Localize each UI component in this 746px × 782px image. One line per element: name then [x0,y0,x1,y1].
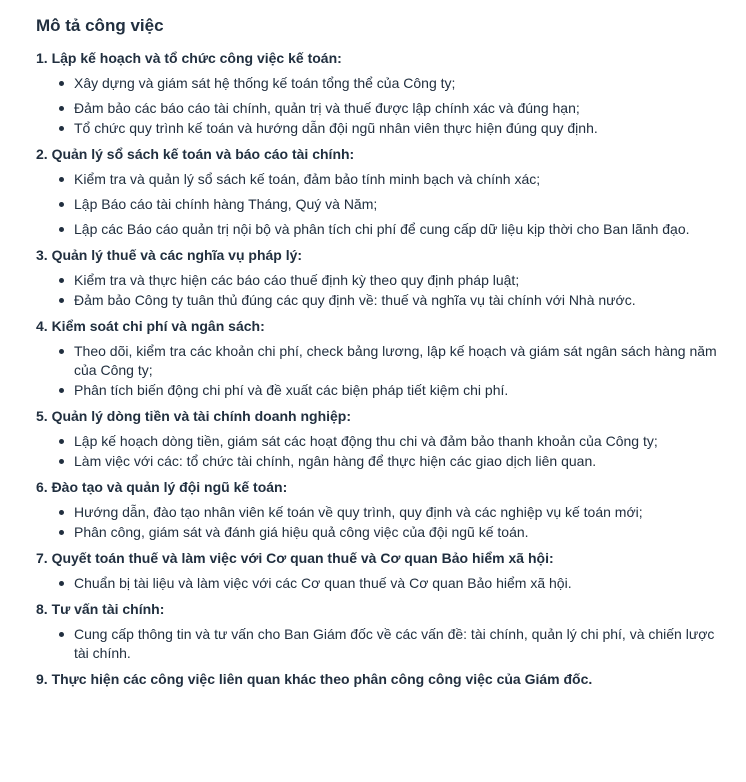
bullet-list [36,432,726,471]
section-6 [36,477,726,542]
list-item: Xây dựng và giám sát hệ thống kế toán tổng thể của Công ty; [56,74,726,93]
section-heading: 9. Thực hiện các công việc liên quan khác theo phân công công việc của Giám đốc. [36,671,593,687]
section-heading: 5. Quản lý dòng tiền và tài chính doanh nghiệp: [36,408,352,424]
list-item: Lập các Báo cáo quản trị nội bộ và phân tích chi phí để cung cấp dữ liệu kịp thời cho Ban lãnh đạo. [56,220,726,239]
list-item: Kiểm tra và quản lý sổ sách kế toán, đảm bảo tính minh bạch và chính xác; [56,170,726,189]
list-item: Hướng dẫn, đào tạo nhân viên kế toán về quy trình, quy định và các nghiệp vụ kế toán mới; [56,503,726,522]
section-9 [36,669,726,689]
section-8 [36,599,726,663]
section-heading: 8. Tư vấn tài chính: [36,601,165,617]
list-item: Chuẩn bị tài liệu và làm việc với các Cơ quan thuế và Cơ quan Bảo hiểm xã hội. [56,574,726,593]
section-3 [36,245,726,310]
bullet-list [36,342,726,400]
list-item: Phân công, giám sát và đánh giá hiệu quả công việc của đội ngũ kế toán. [56,523,726,542]
list-item: Tổ chức quy trình kế toán và hướng dẫn đội ngũ nhân viên thực hiện đúng quy định. [56,119,726,138]
section-heading: 4. Kiểm soát chi phí và ngân sách: [36,318,265,334]
section-heading: 3. Quản lý thuế và các nghĩa vụ pháp lý: [36,247,303,263]
bullet-list [36,74,726,138]
section-heading: 2. Quản lý sổ sách kế toán và báo cáo tài chính: [36,146,355,162]
section-4 [36,316,726,400]
list-item: Lập Báo cáo tài chính hàng Tháng, Quý và Năm; [56,195,726,214]
bullet-list [36,271,726,310]
list-item: Cung cấp thông tin và tư vấn cho Ban Giám đốc về các vấn đề: tài chính, quản lý chi phí, và chiến lược tài chính. [56,625,726,663]
section-5 [36,406,726,471]
section-heading: 6. Đào tạo và quản lý đội ngũ kế toán: [36,479,288,495]
section-heading: 1. Lập kế hoạch và tổ chức công việc kế toán: [36,50,342,66]
list-item: Lập kế hoạch dòng tiền, giám sát các hoạt động thu chi và đảm bảo thanh khoản của Công ty; [56,432,726,451]
list-item: Phân tích biến động chi phí và đề xuất các biện pháp tiết kiệm chi phí. [56,381,726,400]
bullet-list [36,503,726,542]
bullet-list [36,170,726,239]
section-heading: 7. Quyết toán thuế và làm việc với Cơ quan thuế và Cơ quan Bảo hiểm xã hội: [36,550,554,566]
list-item: Theo dõi, kiểm tra các khoản chi phí, check bảng lương, lập kế hoạch và giám sát ngân sách hàng năm của Công ty; [56,342,726,380]
page-title: Mô tả công việc [36,16,164,35]
list-item: Kiểm tra và thực hiện các báo cáo thuế định kỳ theo quy định pháp luật; [56,271,726,290]
section-2 [36,144,726,239]
list-item: Đảm bảo Công ty tuân thủ đúng các quy định về: thuế và nghĩa vụ tài chính với Nhà nước. [56,291,726,310]
section-1 [36,48,726,138]
list-item: Đảm bảo các báo cáo tài chính, quản trị và thuế được lập chính xác và đúng hạn; [56,99,726,118]
bullet-list [36,625,726,663]
bullet-list [36,574,726,593]
section-7 [36,548,726,593]
list-item: Làm việc với các: tổ chức tài chính, ngân hàng để thực hiện các giao dịch liên quan. [56,452,726,471]
